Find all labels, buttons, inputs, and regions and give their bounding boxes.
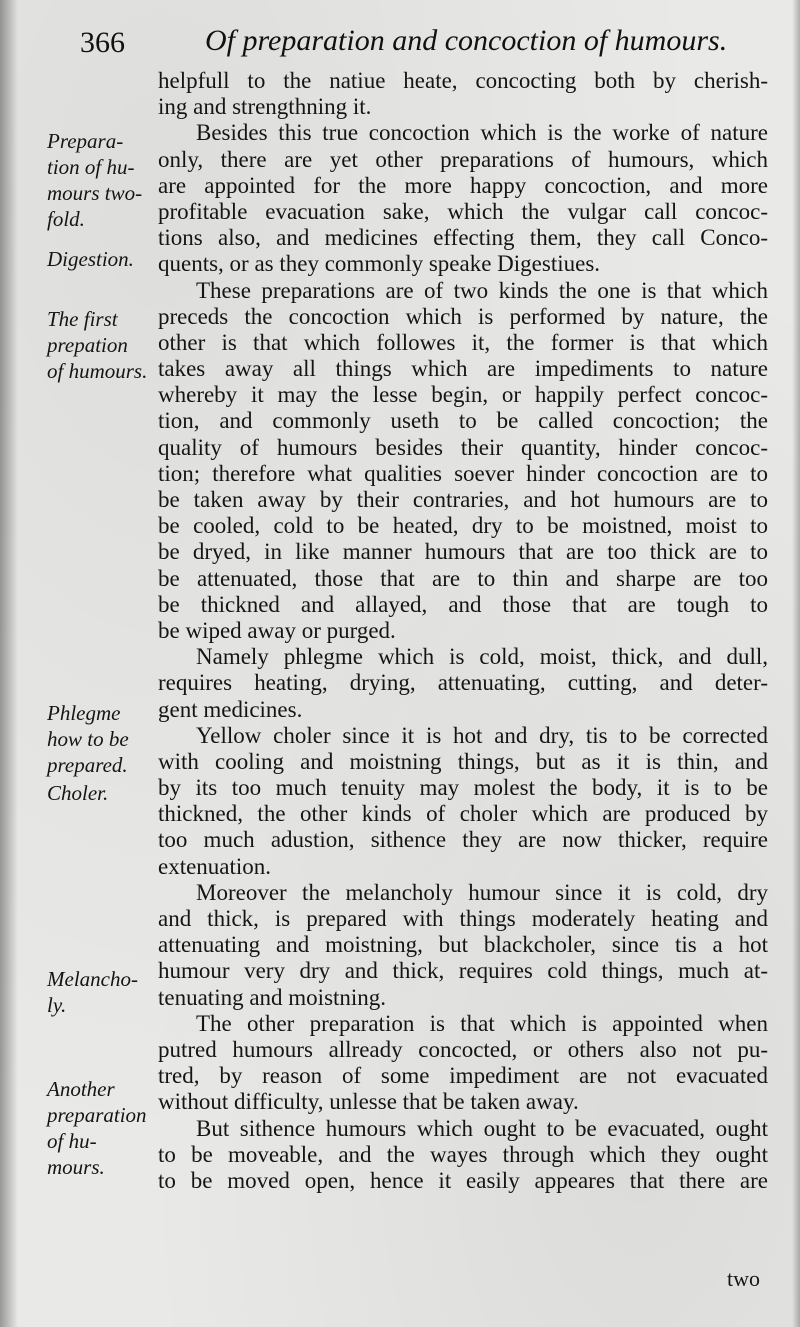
margin-note-preparation-twofold — [47, 128, 157, 232]
text-line: takes away all things which are impediments to nature — [158, 356, 768, 382]
margin-note-line: prepation — [47, 333, 128, 357]
margin-note-line: Digestion. — [47, 247, 134, 271]
text-line: be dryed, in like manner humours that are too thick are to — [158, 539, 768, 565]
margin-note-choler — [47, 780, 157, 806]
text-line: are appointed for the more happy concoction, and more — [158, 172, 768, 198]
text-line: whereby it may the lesse begin, or happily perfect concoc- — [158, 382, 768, 408]
margin-note-line: how to be — [47, 727, 129, 751]
text-line: extenuation. — [158, 853, 272, 879]
page-number: 366 — [80, 26, 125, 59]
margin-note-line: preparation — [47, 1103, 147, 1127]
text-line: These preparations are of two kinds the one is that which — [196, 277, 768, 303]
page-header — [0, 18, 800, 68]
text-line: tions also, and medicines effecting them, they call Conco- — [158, 225, 768, 251]
text-line: preceds the concoction which is performed by nature, the — [158, 303, 768, 329]
margin-note-line: Melancho- — [47, 967, 138, 991]
text-line: be thickned and allayed, and those that are tough to — [158, 591, 768, 617]
margin-note-line: of hu- — [47, 1129, 97, 1153]
margin-note-line: ly. — [47, 993, 67, 1017]
text-line: tion; therefore what qualities soever hinder concoction are to — [158, 460, 768, 486]
text-line: quality of humours besides their quantity, hinder concoc- — [158, 434, 768, 460]
margin-note-line: of humours. — [47, 359, 148, 383]
text-line: putred humours allready concocted, or others also not pu- — [158, 1036, 768, 1062]
text-line: without difficulty, unlesse that be taken away. — [158, 1089, 579, 1115]
margin-note-first-preparation — [47, 306, 157, 384]
margin-note-line: mours two- — [47, 181, 143, 205]
text-line: Yellow choler since it is hot and dry, tis to be corrected — [196, 722, 768, 748]
text-line: to be moveable, and the wayes through which they ought — [158, 1141, 768, 1167]
margin-note-melancholy — [47, 966, 157, 1018]
text-line: be cooled, cold to be heated, dry to be moistned, moist to — [158, 513, 768, 539]
margin-note-line: Another — [47, 1077, 115, 1101]
text-line: Namely phlegme which is cold, moist, thick, and dull, — [196, 644, 768, 670]
text-line: attenuating and moistning, but blackcholer, since tis a hot — [158, 932, 768, 958]
page-edge-shadow — [792, 0, 800, 1327]
text-line: profitable evacuation sake, which the vulgar call concoc- — [158, 198, 768, 224]
text-line: tenuating and moistning. — [158, 984, 387, 1010]
text-line: helpfull to the natiue heate, concocting both by cherish- — [158, 68, 768, 93]
margin-note-line: mours. — [47, 1155, 105, 1179]
margin-note-digestion — [47, 246, 157, 272]
text-line: Moreover the melancholy humour since it is cold, dry — [196, 879, 768, 905]
body-text — [158, 68, 768, 1194]
margin-note-line: fold. — [47, 207, 85, 231]
text-line: ing and strengthning it. — [158, 94, 372, 120]
catchword: two — [727, 1266, 760, 1291]
text-line: tion, and commonly useth to be called concoction; the — [158, 408, 768, 434]
text-line: tred, by reason of some impediment are not evacuated — [158, 1063, 768, 1089]
text-line: be taken away by their contraries, and hot humours are to — [158, 487, 768, 512]
text-line: quents, or as they commonly speake Digestiues. — [158, 251, 601, 277]
margin-note-phlegme — [47, 700, 157, 778]
text-line: by its too much tenuity may molest the body, it is to be — [158, 775, 768, 801]
text-line: But sithence humours which ought to be evacuated, ought — [196, 1115, 768, 1141]
text-line: Besides this true concoction which is the worke of nature — [196, 120, 768, 146]
text-line: and thick, is prepared with things moderately heating and — [158, 906, 768, 931]
text-line: requires heating, drying, attenuating, cutting, and deter- — [158, 670, 768, 696]
gutter-shadow — [0, 0, 18, 1327]
text-line: be attenuated, those that are to thin and sharpe are too — [158, 565, 768, 591]
text-line: other is that which followes it, the former is that which — [158, 329, 768, 355]
margin-note-line: tion of hu- — [47, 155, 135, 179]
margin-note-line: The first — [47, 307, 118, 331]
text-line: gent medicines. — [158, 696, 303, 722]
margin-note-line: Prepara- — [47, 129, 124, 153]
margin-note-line: Choler. — [47, 781, 109, 805]
running-head: Of preparation and concoction of humours. — [205, 24, 728, 57]
text-line: thickned, the other kinds of choler which are produced by — [158, 801, 768, 827]
text-line: too much adustion, sithence they are now thicker, require — [158, 827, 768, 853]
margin-note-line: Phlegme — [47, 701, 121, 725]
text-line: to be moved open, hence it easily appeares that there are — [158, 1167, 768, 1193]
margin-note-another-preparation — [47, 1076, 157, 1180]
text-line: be wiped away or purged. — [158, 617, 396, 643]
margin-note-line: prepared. — [47, 753, 128, 777]
text-line: with cooling and moistning things, but as it is thin, and — [158, 748, 768, 774]
text-line: only, there are yet other preparations of humours, which — [158, 146, 768, 172]
text-line: The other preparation is that which is appointed when — [196, 1010, 768, 1036]
text-line: humour very dry and thick, requires cold things, much at- — [158, 958, 768, 984]
